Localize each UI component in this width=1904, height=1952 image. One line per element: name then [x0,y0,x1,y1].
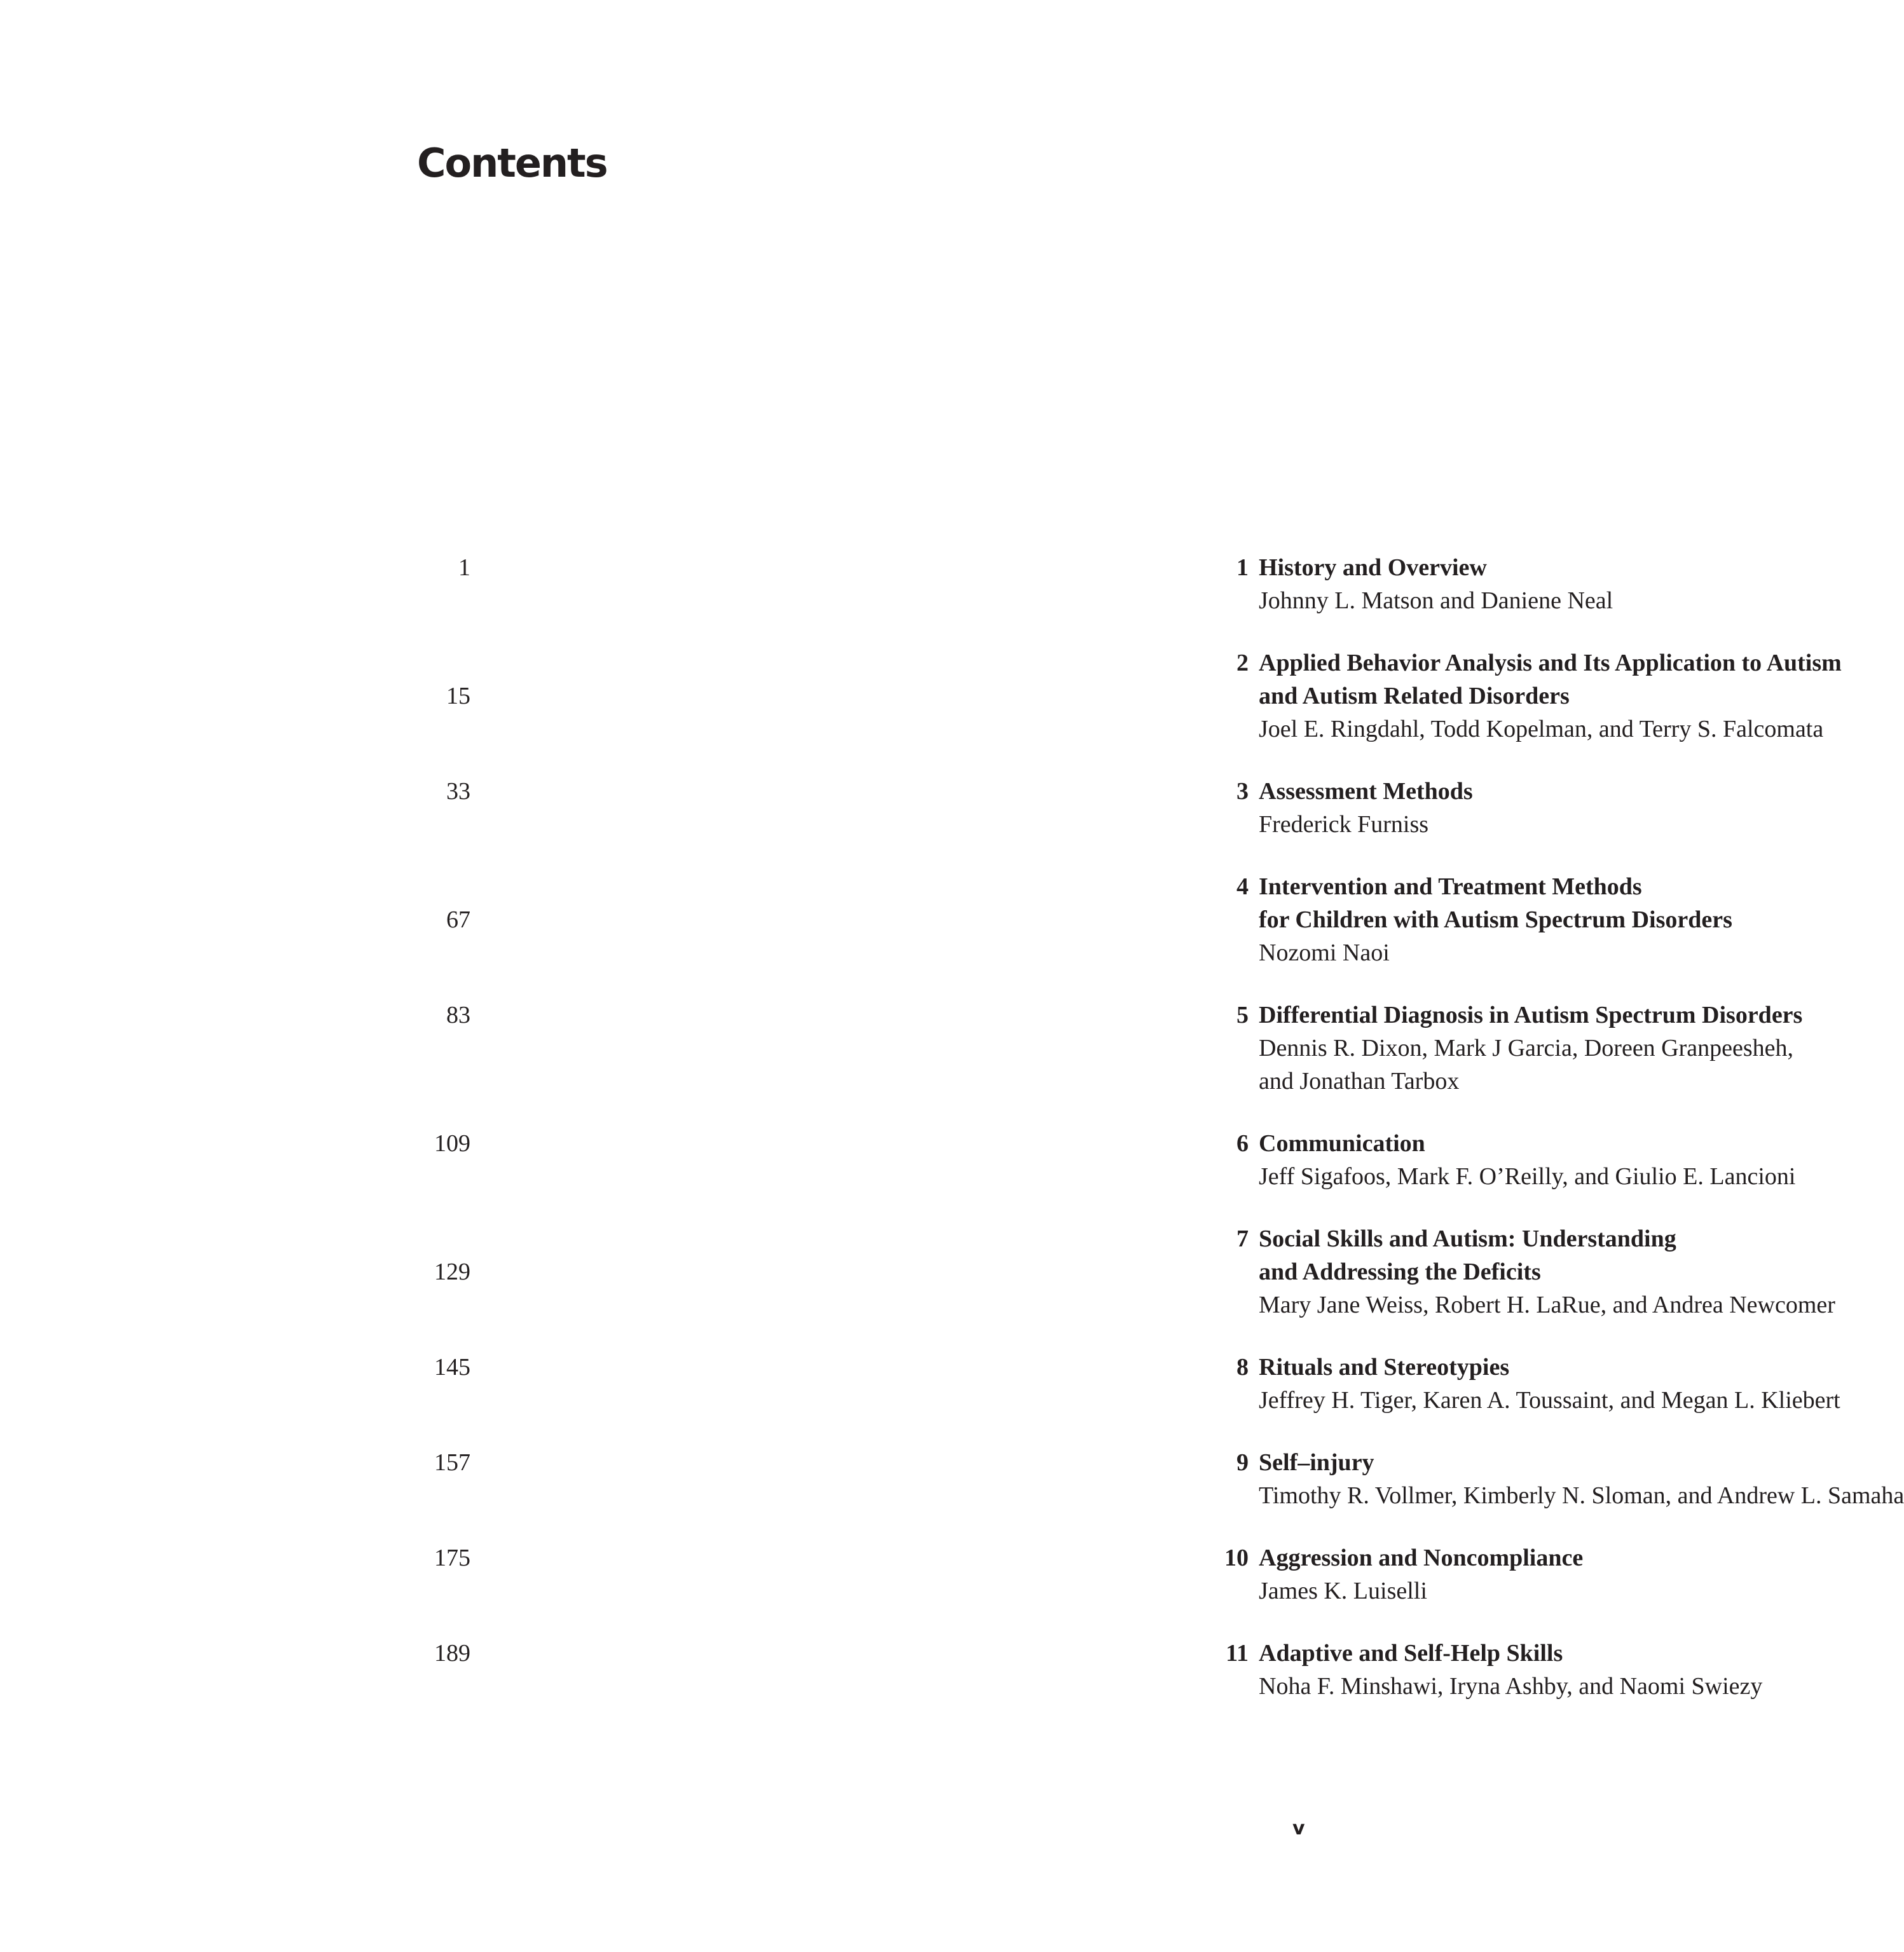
chapter-title-line[interactable]: Assessment Methods [1259,778,1473,805]
page-number[interactable]: 1 [458,554,470,581]
chapter-title-line[interactable]: for Children with Autism Spectrum Disorders [1259,906,1732,933]
chapter-number: 8 [1236,1354,1249,1381]
chapter-title-line[interactable]: Differential Diagnosis in Autism Spectrum Disorders [1259,1002,1803,1028]
page-number[interactable]: 15 [446,683,470,709]
toc-entry[interactable] [417,870,1732,969]
chapter-title-line[interactable]: and Addressing the Deficits [1259,1259,1541,1285]
page-number[interactable]: 33 [446,778,470,805]
chapter-details [1259,775,1473,841]
chapter-number: 6 [1236,1130,1249,1157]
chapter-number: 9 [1236,1449,1249,1476]
toc-entry[interactable] [417,775,1473,841]
page-number[interactable]: 157 [434,1449,470,1476]
toc-entry[interactable] [417,1637,1763,1703]
chapter-title-row [1259,1351,1510,1384]
chapter-title-line[interactable]: History and Overview [1259,554,1487,581]
page-number[interactable]: 67 [446,906,470,933]
chapter-authors: Joel E. Ringdahl, Todd Kopelman, and Terry S. Falcomata [1259,716,1824,742]
chapter-title-row [1259,775,1473,808]
chapter-details [1259,1541,1584,1607]
page-number[interactable]: 129 [434,1259,470,1285]
page-title: Contents [417,140,607,186]
chapter-authors: Johnny L. Matson and Daniene Neal [1259,587,1613,614]
chapter-title-row [1259,1255,1541,1288]
toc-entry[interactable] [417,646,1842,746]
chapter-details [1259,999,1803,1098]
page-number[interactable]: 175 [434,1545,470,1571]
chapter-authors: Mary Jane Weiss, Robert H. LaRue, and Andrea Newcomer [1259,1292,1835,1318]
chapter-number: 7 [1236,1225,1249,1252]
chapter-details [1259,1637,1763,1703]
chapter-title-line[interactable]: Communication [1259,1130,1425,1157]
chapter-authors: Timothy R. Vollmer, Kimberly N. Sloman, and Andrew L. Samaha [1259,1482,1904,1509]
chapter-title-line[interactable]: Intervention and Treatment Methods [1259,873,1642,900]
chapter-authors: Nozomi Naoi [1259,939,1390,966]
page-number[interactable]: 109 [434,1130,470,1157]
chapter-authors: and Jonathan Tarbox [1259,1068,1460,1095]
chapter-details [1259,1127,1796,1193]
table-of-contents [417,551,1904,1732]
chapter-title-row [1259,679,1570,713]
chapter-details [1259,1351,1840,1417]
chapter-title-line[interactable]: Adaptive and Self-Help Skills [1259,1640,1563,1667]
chapter-details [1259,1222,1835,1321]
chapter-title-row [1259,1541,1584,1574]
toc-entry[interactable] [417,1222,1835,1321]
chapter-number: 11 [1226,1640,1249,1667]
page-number[interactable]: 145 [434,1354,470,1381]
chapter-number: 1 [1236,554,1249,581]
toc-entry[interactable] [417,1446,1904,1512]
chapter-title-line[interactable]: and Autism Related Disorders [1259,683,1570,709]
chapter-authors: Jeff Sigafoos, Mark F. O’Reilly, and Giulio E. Lancioni [1259,1163,1796,1190]
page-number[interactable]: 83 [446,1002,470,1028]
toc-entry[interactable] [417,1541,1584,1607]
chapter-details [1259,870,1732,969]
chapter-details [1259,1446,1904,1512]
chapter-number: 10 [1224,1545,1249,1571]
chapter-title-line[interactable]: Aggression and Noncompliance [1259,1545,1584,1571]
chapter-number: 5 [1236,1002,1249,1028]
chapter-authors: Jeffrey H. Tiger, Karen A. Toussaint, and Megan L. Kliebert [1259,1387,1840,1414]
toc-entry[interactable] [417,1351,1840,1417]
page-folio: v [1292,1817,1305,1839]
chapter-details [1259,551,1613,617]
toc-entry[interactable] [417,551,1613,617]
chapter-authors: James K. Luiselli [1259,1578,1427,1604]
chapter-title-row [1259,903,1732,936]
chapter-title-line[interactable]: Social Skills and Autism: Understanding [1259,1225,1676,1252]
chapter-title-line[interactable]: Rituals and Stereotypies [1259,1354,1510,1381]
page-number[interactable]: 189 [434,1640,470,1667]
chapter-title-row [1259,1446,1374,1479]
chapter-number: 3 [1236,778,1249,805]
chapter-title-line[interactable]: Self–injury [1259,1449,1374,1476]
chapter-details [1259,646,1842,746]
chapter-number: 2 [1236,650,1249,676]
chapter-title-row [1259,551,1487,584]
chapter-title-row [1259,1127,1425,1160]
chapter-authors: Noha F. Minshawi, Iryna Ashby, and Naomi Swiezy [1259,1673,1763,1700]
chapter-title-row [1259,1637,1563,1670]
toc-entry[interactable] [417,1127,1796,1193]
chapter-title-row [1259,999,1803,1032]
chapter-number: 4 [1236,873,1249,900]
chapter-authors: Dennis R. Dixon, Mark J Garcia, Doreen Granpeesheh, [1259,1035,1794,1061]
toc-entry[interactable] [417,999,1803,1098]
chapter-authors: Frederick Furniss [1259,811,1429,838]
chapter-title-line[interactable]: Applied Behavior Analysis and Its Application to Autism [1259,650,1842,676]
